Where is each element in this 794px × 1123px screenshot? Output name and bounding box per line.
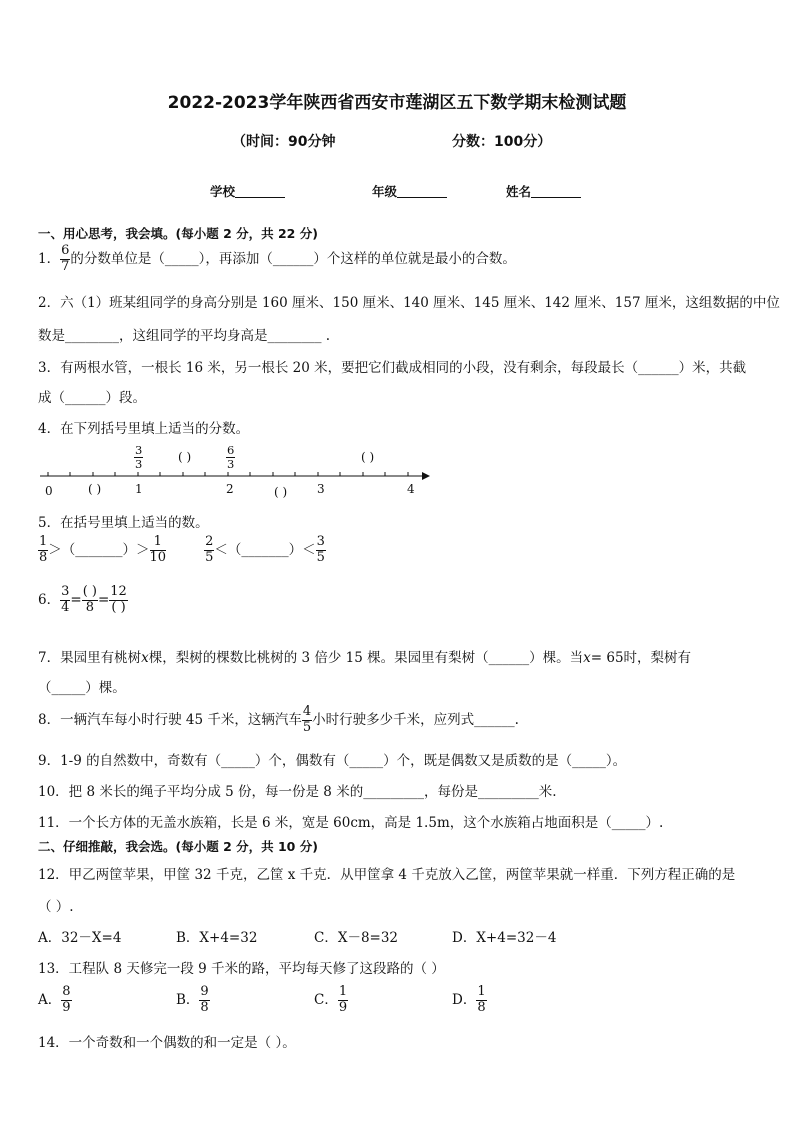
top-fraction-3-3: $\frac{3}{3}$ [135,443,143,472]
fraction: $\frac{6}{7}$ [61,243,70,274]
option-b: B．X+4=32 [176,930,258,946]
question-11: 11．一个长方体的无盖水族箱，长是 6 米，宽是 60cm，高是 1.5m，这个水族箱占地面积是（_____）. [38,815,664,831]
page-title: 2022-2023学年陕西省西安市莲湖区五下数学期末检测试题 [167,93,627,113]
question-4: 4．在下列括号里填上适当的分数。 [38,421,250,437]
fraction: $\frac{3}{4}$ [61,584,70,615]
top-fraction-6-3: $\frac{6}{3}$ [227,443,235,472]
fraction: $\frac{12}{( )}$ [110,584,127,615]
fraction: $\frac{2}{5}$ [205,534,214,565]
tick-label-4: 4 [407,482,415,496]
number-line [38,440,438,505]
section-2-heading: 二、仔细推敲，我会选。(每小题 2 分，共 10 分) [38,839,318,854]
option-a: A．32－X=4 [38,930,122,946]
tick-label-1: 1 [135,482,143,496]
question-13: 13．工程队 8 天修完一段 9 千米的路，平均每天修了这段路的（ ） [38,961,445,977]
option-c: C．X－8=32 [314,930,399,946]
answer-blank: ( ) [361,450,375,464]
question-2-line-2: 数是________，这组同学的平均身高是________ . [38,328,331,344]
question-12-line-2: （ ）. [38,899,74,915]
question-2-line-1: 2．六（1）班某组同学的身高分别是 160 厘米、150 厘米、140 厘米、145 厘米、142 厘米、157 厘米，这组数据的中位 [38,295,780,311]
fraction: $\frac{( )}{8}$ [82,584,97,615]
question-6: 6． $\frac{3}{4}$ = $\frac{( )}{8}$ = $\frac{12}{( )}$ [38,584,127,615]
question-5-inequalities: $\frac{1}{8}$ ＞（_______）＞ $\frac{1}{10}$ $\frac{2}{5}$ ＜（_______）＜ $\frac{3}{5}$ [39,534,325,565]
fraction: $\frac{1}{10}$ [149,534,167,565]
fraction: $\frac{4}{5}$ [302,704,312,735]
question-12-options [38,926,590,946]
question-7-line-2: （_____）棵。 [38,680,126,696]
option-a: A． $\frac{8}{9}$ [38,984,71,1015]
question-3-line-2: 成（______）段。 [38,390,146,406]
answer-blank: ( ) [274,485,288,499]
grade-field: 年级 [372,182,447,200]
tick-label-2: 2 [226,482,234,496]
fraction: $\frac{3}{5}$ [316,534,325,565]
question-10: 10．把 8 米长的绳子平均分成 5 份，每一份是 8 米的_________，每份是_________米. [38,784,557,800]
tick-label-3: 3 [317,482,325,496]
answer-blank: ( ) [178,450,192,464]
option-d: D． $\frac{1}{8}$ [452,984,486,1015]
option-b: B． $\frac{9}{8}$ [176,984,209,1015]
question-8: 8．一辆汽车每小时行驶 45 千米，这辆汽车 $\frac{4}{5}$ 小时行驶多少千米，应列式______. [38,704,519,735]
question-7-line-1: 7．果园里有桃树x棵，梨树的棵数比桃树的 3 倍少 15 棵。果园里有梨树（______）棵。当x= 65时，梨树有 [38,650,692,666]
option-c: C． $\frac{1}{9}$ [314,984,348,1015]
question-9: 9．1-9 的自然数中，奇数有（_____）个，偶数有（_____）个，既是偶数又是质数的是（_____）。 [38,753,627,769]
option-d: D．X+4=32－4 [452,930,557,946]
question-13-options [38,985,590,1016]
fraction: $\frac{1}{8}$ [39,534,48,565]
question-12-line-1: 12．甲乙两筐苹果，甲筐 32 千克，乙筐 x 千克．从甲筐拿 4 千克放入乙筐，两筐苹果就一样重．下列方程正确的是 [38,867,736,883]
tick-label-0: 0 [45,484,53,498]
question-5: 5．在括号里填上适当的数。 [38,515,209,531]
time-label: （时间：90分钟 [232,134,336,150]
score-label: 分数：100分） [452,134,552,150]
question-1: 1． $\frac{6}{7}$ 的分数单位是（_____），再添加（______）个这样的单位就是最小的合数。 [38,243,516,274]
section-1-heading: 一、用心思考，我会填。(每小题 2 分，共 22 分) [38,226,318,241]
question-14: 14．一个奇数和一个偶数的和一定是（ ）。 [38,1035,296,1051]
school-field: 学校 [210,182,285,200]
question-3-line-1: 3．有两根水管，一根长 16 米，另一根长 20 米，要把它们截成相同的小段，没有剩余，每段最长（______）米，共截 [38,360,747,376]
name-field: 姓名 [506,182,581,200]
answer-blank: ( ) [88,482,102,496]
